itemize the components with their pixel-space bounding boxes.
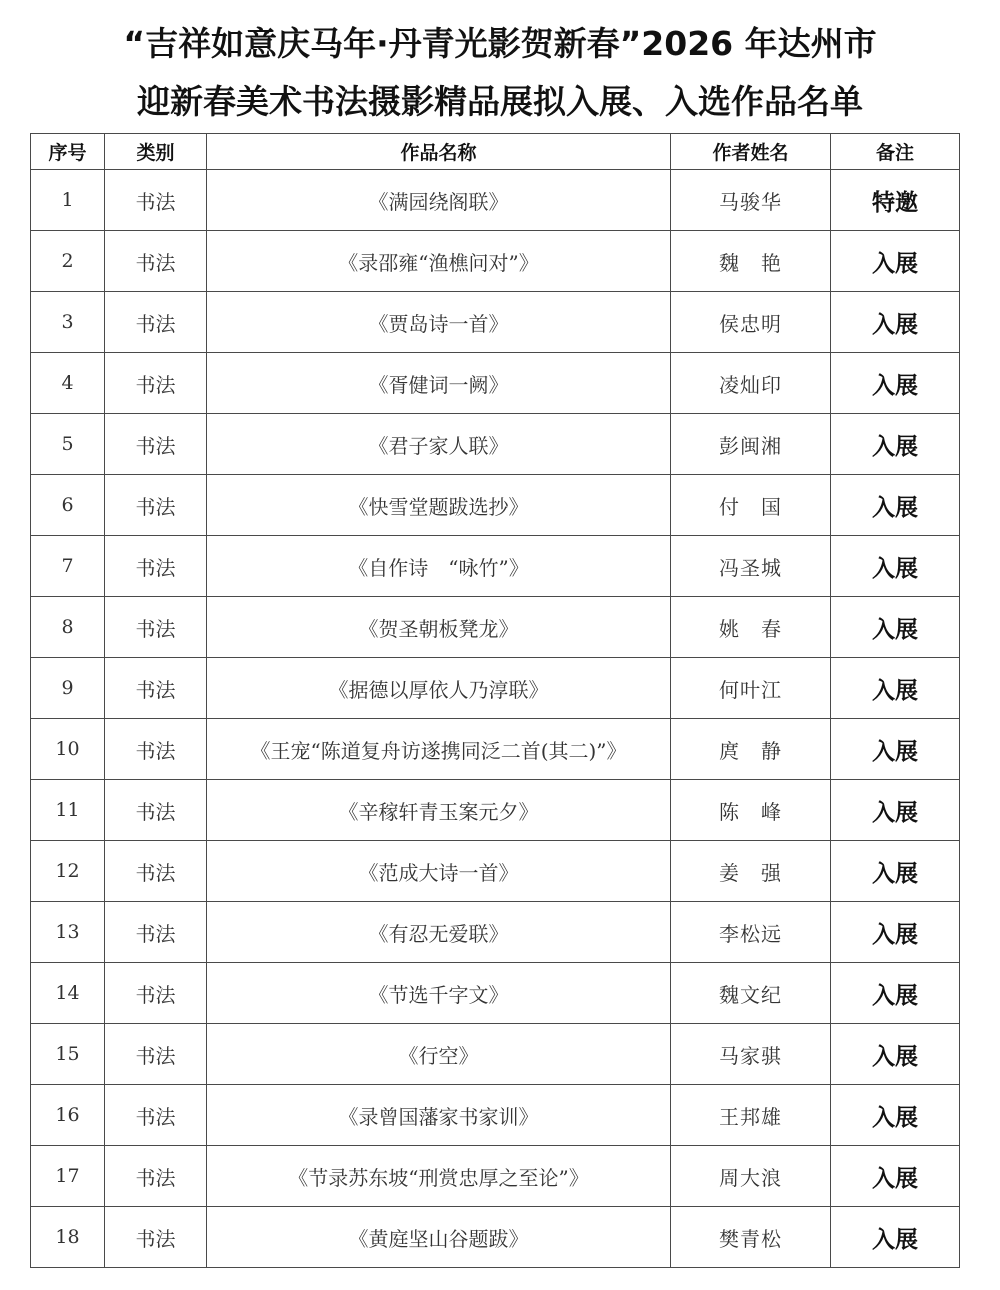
cell-work-title: 《范成大诗一首》 (207, 841, 671, 902)
header-category: 类别 (105, 134, 207, 170)
table-row (31, 1085, 960, 1146)
cell-work-title: 《君子家人联》 (207, 414, 671, 475)
cell-serial-number: 14 (31, 963, 105, 1024)
cell-remarks: 入展 (831, 1207, 960, 1268)
cell-serial-number: 1 (31, 170, 105, 231)
cell-remarks: 特邀 (831, 170, 960, 231)
cell-category: 书法 (105, 1146, 207, 1207)
cell-work-title: 《录曾国藩家书家训》 (207, 1085, 671, 1146)
table-row (31, 841, 960, 902)
table-row (31, 1024, 960, 1085)
cell-serial-number: 13 (31, 902, 105, 963)
table-row (31, 902, 960, 963)
table-row (31, 536, 960, 597)
cell-serial-number: 2 (31, 231, 105, 292)
cell-author-name: 魏文纪 (671, 963, 831, 1024)
table-row (31, 597, 960, 658)
cell-remarks: 入展 (831, 658, 960, 719)
cell-remarks: 入展 (831, 231, 960, 292)
cell-author-name: 凌灿印 (671, 353, 831, 414)
cell-author-name: 彭闽湘 (671, 414, 831, 475)
header-serial-number: 序号 (31, 134, 105, 170)
cell-serial-number: 18 (31, 1207, 105, 1268)
cell-serial-number: 4 (31, 353, 105, 414)
cell-remarks: 入展 (831, 902, 960, 963)
cell-serial-number: 7 (31, 536, 105, 597)
cell-category: 书法 (105, 658, 207, 719)
cell-work-title: 《节录苏东坡“刑赏忠厚之至论”》 (207, 1146, 671, 1207)
cell-work-title: 《据德以厚依人乃淳联》 (207, 658, 671, 719)
header-remarks: 备注 (831, 134, 960, 170)
header-work-title: 作品名称 (207, 134, 671, 170)
cell-remarks: 入展 (831, 963, 960, 1024)
cell-category: 书法 (105, 353, 207, 414)
cell-remarks: 入展 (831, 780, 960, 841)
cell-author-name: 魏 艳 (671, 231, 831, 292)
cell-remarks: 入展 (831, 1024, 960, 1085)
cell-serial-number: 16 (31, 1085, 105, 1146)
cell-author-name: 樊青松 (671, 1207, 831, 1268)
table-row (31, 658, 960, 719)
table-header-row (31, 134, 960, 170)
cell-category: 书法 (105, 536, 207, 597)
cell-remarks: 入展 (831, 475, 960, 536)
cell-remarks: 入展 (831, 353, 960, 414)
table-row (31, 231, 960, 292)
cell-category: 书法 (105, 719, 207, 780)
cell-category: 书法 (105, 414, 207, 475)
table-row (31, 963, 960, 1024)
cell-category: 书法 (105, 841, 207, 902)
document-title-line-2: 迎新春美术书法摄影精品展拟入展、入选作品名单 (137, 82, 863, 121)
document-title-line-1: “吉祥如意庆马年·丹青光影贺新春”2026 年达州市 (123, 24, 877, 63)
cell-serial-number: 12 (31, 841, 105, 902)
table-row (31, 719, 960, 780)
cell-serial-number: 6 (31, 475, 105, 536)
cell-serial-number: 11 (31, 780, 105, 841)
cell-work-title: 《节选千字文》 (207, 963, 671, 1024)
cell-author-name: 王邦雄 (671, 1085, 831, 1146)
cell-category: 书法 (105, 597, 207, 658)
cell-category: 书法 (105, 475, 207, 536)
table-row (31, 475, 960, 536)
table-row (31, 292, 960, 353)
table-row (31, 414, 960, 475)
table-row (31, 780, 960, 841)
cell-work-title: 《录邵雍“渔樵问对”》 (207, 231, 671, 292)
cell-category: 书法 (105, 780, 207, 841)
cell-author-name: 陈 峰 (671, 780, 831, 841)
cell-category: 书法 (105, 170, 207, 231)
cell-work-title: 《胥健词一阙》 (207, 353, 671, 414)
cell-author-name: 庹 静 (671, 719, 831, 780)
cell-remarks: 入展 (831, 536, 960, 597)
cell-author-name: 冯圣城 (671, 536, 831, 597)
cell-author-name: 付 国 (671, 475, 831, 536)
cell-serial-number: 5 (31, 414, 105, 475)
cell-serial-number: 15 (31, 1024, 105, 1085)
cell-serial-number: 17 (31, 1146, 105, 1207)
cell-category: 书法 (105, 902, 207, 963)
cell-work-title: 《王宠“陈道复舟访遂携同泛二首(其二)”》 (207, 719, 671, 780)
cell-work-title: 《贾岛诗一首》 (207, 292, 671, 353)
cell-serial-number: 8 (31, 597, 105, 658)
cell-work-title: 《满园绕阁联》 (207, 170, 671, 231)
cell-serial-number: 10 (31, 719, 105, 780)
table-row (31, 1146, 960, 1207)
cell-author-name: 姜 强 (671, 841, 831, 902)
cell-serial-number: 9 (31, 658, 105, 719)
cell-remarks: 入展 (831, 1146, 960, 1207)
table-row (31, 1207, 960, 1268)
entries-table (30, 133, 960, 1268)
cell-author-name: 李松远 (671, 902, 831, 963)
cell-work-title: 《行空》 (207, 1024, 671, 1085)
cell-category: 书法 (105, 231, 207, 292)
cell-remarks: 入展 (831, 414, 960, 475)
header-author-name: 作者姓名 (671, 134, 831, 170)
cell-work-title: 《黄庭坚山谷题跋》 (207, 1207, 671, 1268)
cell-work-title: 《有忍无爱联》 (207, 902, 671, 963)
table-row (31, 353, 960, 414)
cell-remarks: 入展 (831, 1085, 960, 1146)
cell-work-title: 《自作诗 “咏竹”》 (207, 536, 671, 597)
cell-category: 书法 (105, 292, 207, 353)
cell-serial-number: 3 (31, 292, 105, 353)
table-body (31, 170, 960, 1268)
table-row (31, 170, 960, 231)
cell-author-name: 马家骐 (671, 1024, 831, 1085)
cell-remarks: 入展 (831, 292, 960, 353)
cell-author-name: 何叶江 (671, 658, 831, 719)
cell-work-title: 《辛稼轩青玉案元夕》 (207, 780, 671, 841)
cell-remarks: 入展 (831, 597, 960, 658)
cell-remarks: 入展 (831, 719, 960, 780)
cell-category: 书法 (105, 963, 207, 1024)
cell-category: 书法 (105, 1207, 207, 1268)
cell-remarks: 入展 (831, 841, 960, 902)
cell-category: 书法 (105, 1024, 207, 1085)
cell-category: 书法 (105, 1085, 207, 1146)
cell-author-name: 侯忠明 (671, 292, 831, 353)
cell-author-name: 周大浪 (671, 1146, 831, 1207)
cell-author-name: 姚 春 (671, 597, 831, 658)
cell-work-title: 《贺圣朝板凳龙》 (207, 597, 671, 658)
cell-author-name: 马骏华 (671, 170, 831, 231)
cell-work-title: 《快雪堂题跋选抄》 (207, 475, 671, 536)
